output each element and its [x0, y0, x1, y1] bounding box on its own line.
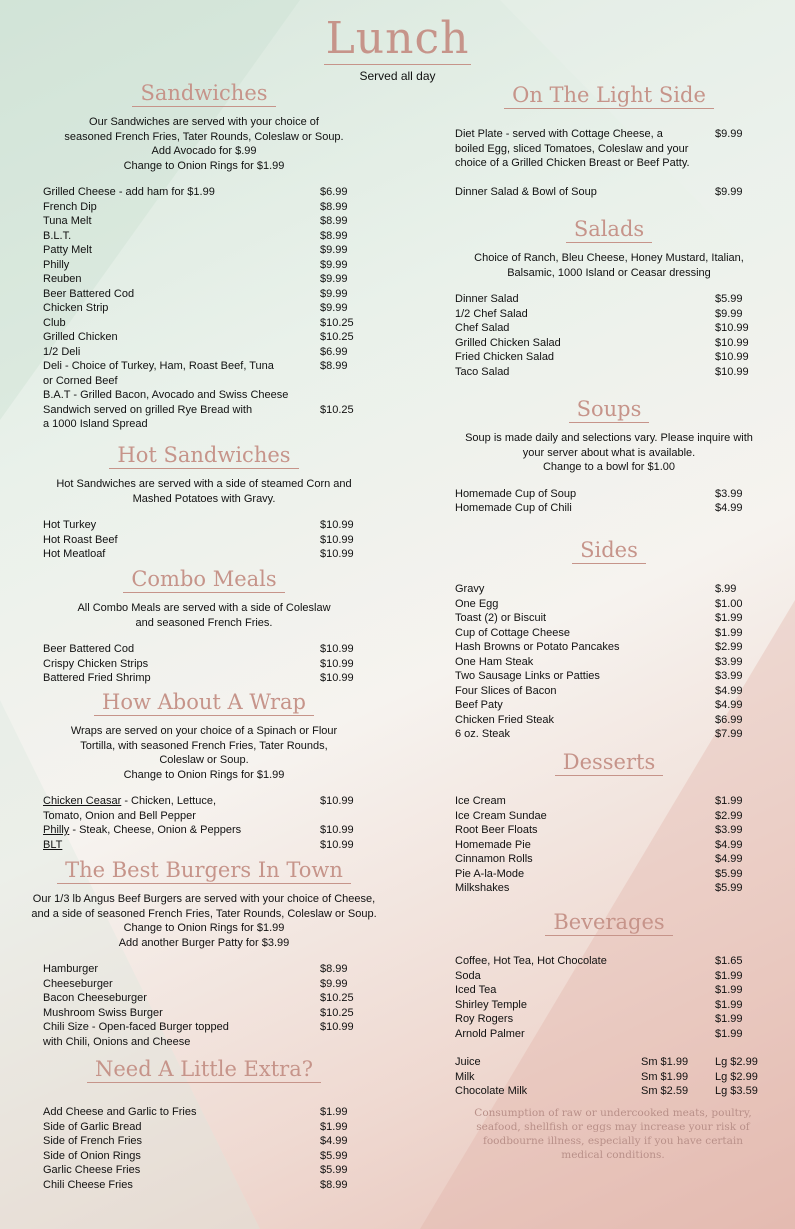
item-name: Side of Garlic Bread [43, 1120, 142, 1133]
section-heading: Sides [572, 537, 646, 564]
menu-item [18, 345, 390, 360]
item-price: $5.99 [715, 293, 743, 305]
menu-item [18, 214, 390, 229]
item-price: $1.99 [715, 984, 743, 996]
item-list [448, 582, 770, 742]
item-name: Beef Paty [455, 699, 503, 711]
item-name: Two Sausage Links or Patties [455, 670, 600, 682]
item-price: $9.99 [320, 244, 348, 256]
item-price: $10.25 [320, 331, 354, 343]
item-price: $10.99 [320, 519, 354, 531]
section-sandwiches [18, 80, 390, 432]
item-price: $1.99 [715, 1013, 743, 1025]
item-name: Beer Battered Cod [43, 287, 135, 300]
menu-item [448, 487, 770, 502]
item-price: $10.99 [320, 533, 354, 546]
item-price: $9.99 [715, 128, 743, 140]
item-price: $10.25 [320, 316, 354, 329]
section-description: Choice of Ranch, Bleu Cheese, Honey Mustard, Italian, Balsamic, 1000 Island or Ceasar dressing [474, 252, 744, 279]
menu-item [448, 838, 770, 853]
menu-item [448, 698, 770, 713]
item-name: Grilled Chicken [43, 331, 118, 343]
menu-item [18, 991, 390, 1006]
item-name: Ice Cream [455, 795, 506, 807]
item-name: 1/2 Deli [43, 345, 81, 358]
item-name: Root Beer Floats [455, 824, 538, 836]
item-name: Chili Cheese Fries [43, 1178, 133, 1191]
large-price: Lg $2.99 [715, 1070, 758, 1083]
item-name: Toast (2) or Biscuit [455, 612, 547, 624]
section-description: Our Sandwiches are served with your choice of seasoned French Fries, Tater Rounds, Coleslaw or Soup. Add Avocado for $.99 Change to Onion Rings for $1.99 [64, 116, 344, 172]
menu-item [18, 1134, 390, 1149]
menu-item [448, 669, 770, 684]
item-name: Dinner Salad & Bowl of Soup [455, 185, 597, 198]
menu-item [448, 983, 770, 998]
item-name [18, 794, 320, 823]
item-name: B.L.T. [43, 229, 72, 242]
section-heading: Sandwiches [132, 80, 275, 107]
menu-item [448, 292, 770, 307]
item-name: Philly [43, 258, 70, 271]
menu-item [18, 518, 390, 533]
item-price: $1.99 [715, 1027, 743, 1040]
item-price: $10.99 [715, 336, 749, 349]
menu-item [18, 671, 390, 686]
item-name: Garlic Cheese Fries [43, 1164, 141, 1176]
small-price: Sm $2.59 [641, 1085, 689, 1097]
item-price: $4.99 [320, 1135, 348, 1147]
item-name: Chili Size - Open-faced Burger topped with Chili, Onions and Cheese [43, 1021, 229, 1048]
section-heading: The Best Burgers In Town [57, 857, 351, 884]
section-heading: How About A Wrap [94, 689, 314, 716]
item-price: $10.99 [320, 657, 354, 670]
item-price: $10.25 [320, 992, 354, 1004]
menu-item [448, 969, 770, 984]
item-name: Hamburger [43, 963, 99, 975]
item-price: $3.99 [715, 670, 743, 682]
item-price: $8.99 [320, 200, 348, 213]
item-price: $8.99 [320, 360, 348, 372]
section-light-side [448, 82, 770, 199]
menu-item [448, 611, 770, 626]
menu-item [18, 229, 390, 244]
item-name: Beer Battered Cod [43, 643, 135, 655]
item-name-underlined: BLT [43, 838, 63, 851]
item-name: Milkshakes [455, 882, 510, 894]
item-name: 1/2 Chef Salad [455, 307, 528, 320]
item-name: Milk [455, 1070, 475, 1083]
item-name: Grilled Chicken Salad [455, 336, 561, 349]
item-price: $8.99 [320, 215, 348, 227]
item-name: Dinner Salad [455, 293, 519, 305]
menu-item [448, 127, 770, 171]
section-heading: Hot Sandwiches [109, 442, 298, 469]
menu-item [18, 330, 390, 345]
menu-item [18, 287, 390, 302]
section-desserts [448, 749, 770, 896]
item-price: $9.99 [320, 258, 348, 271]
item-name: Ice Cream Sundae [455, 809, 547, 822]
item-price: $1.99 [320, 1120, 348, 1133]
menu-item [18, 547, 390, 562]
section-heading: Need A Little Extra? [87, 1056, 321, 1083]
item-price: $10.99 [320, 548, 354, 560]
menu-item [18, 185, 390, 200]
menu-item [448, 365, 770, 380]
menu-item [18, 1105, 390, 1120]
menu-item [448, 727, 770, 742]
page-subtitle: Served all day [359, 69, 436, 83]
menu-item [18, 794, 390, 823]
item-name: Arnold Palmer [455, 1027, 525, 1040]
menu-item [18, 359, 390, 388]
menu-item [448, 1027, 770, 1042]
section-wraps [18, 689, 390, 852]
item-price: $3.99 [715, 487, 743, 500]
menu-item [18, 1149, 390, 1164]
item-price: $.99 [715, 583, 737, 595]
item-name: 6 oz. Steak [455, 728, 511, 740]
menu-item [18, 301, 390, 316]
item-price: $1.99 [715, 795, 743, 807]
item-price: $9.99 [320, 287, 348, 300]
menu-item [18, 962, 390, 977]
item-name: Bacon Cheeseburger [43, 992, 147, 1004]
sized-item-list [448, 1055, 770, 1099]
item-name: Deli - Choice of Turkey, Ham, Roast Beef, Tuna or Corned Beef [43, 360, 274, 387]
menu-item [448, 809, 770, 824]
section-soups [448, 396, 770, 516]
item-list [18, 642, 390, 686]
large-price: Lg $3.59 [715, 1085, 758, 1097]
menu-item [448, 684, 770, 699]
item-price: $9.99 [320, 302, 348, 314]
item-price: $10.25 [320, 403, 354, 416]
item-price: $10.99 [320, 643, 354, 655]
menu-item [18, 1020, 390, 1049]
item-price: $9.99 [715, 307, 743, 320]
item-name: Add Cheese and Garlic to Fries [43, 1106, 197, 1118]
item-name: Hot Meatloaf [43, 548, 106, 560]
item-price: $4.99 [715, 502, 743, 514]
item-price: $9.99 [320, 273, 348, 285]
section-heading: Beverages [545, 909, 672, 936]
menu-item [18, 533, 390, 548]
item-name: Patty Melt [43, 244, 92, 256]
item-name: Coffee, Hot Tea, Hot Chocolate [455, 955, 607, 967]
item-name: Homemade Pie [455, 838, 531, 851]
small-price: Sm $1.99 [641, 1056, 689, 1068]
item-name: Reuben [43, 273, 82, 285]
item-price: $10.99 [320, 1021, 354, 1033]
item-name: Chocolate Milk [455, 1085, 528, 1097]
item-name: Side of French Fries [43, 1135, 143, 1147]
sized-item [448, 1055, 770, 1070]
menu-item [448, 597, 770, 612]
item-price: $7.99 [715, 728, 743, 740]
item-list [448, 487, 770, 516]
item-price: $4.99 [715, 838, 743, 851]
item-name: Shirley Temple [455, 998, 527, 1011]
item-name: Cheeseburger [43, 977, 113, 990]
menu-item [448, 185, 770, 200]
small-price: Sm $1.99 [641, 1070, 689, 1083]
item-name: One Egg [455, 597, 499, 610]
item-name: Club [43, 316, 66, 329]
item-price: $3.99 [715, 824, 743, 836]
item-price: $5.99 [320, 1149, 348, 1162]
menu-item [448, 626, 770, 641]
section-hot-sandwiches [18, 442, 390, 562]
large-price: Lg $2.99 [715, 1056, 758, 1068]
menu-item [18, 1120, 390, 1135]
item-price: $1.99 [715, 612, 743, 624]
item-name: Grilled Cheese - add ham for $1.99 [43, 186, 215, 198]
item-name: Pie A-la-Mode [455, 867, 525, 880]
menu-item [18, 272, 390, 287]
section-description: Hot Sandwiches are served with a side of steamed Corn and Mashed Potatoes with Gravy. [56, 478, 352, 505]
menu-item [18, 1163, 390, 1178]
section-description: All Combo Meals are served with a side of Coleslaw and seasoned French Fries. [77, 602, 331, 629]
section-heading: On The Light Side [504, 82, 714, 109]
item-name: Hash Browns or Potato Pancakes [455, 641, 620, 653]
item-price: $1.99 [320, 1106, 348, 1118]
page-title: Lunch [325, 13, 470, 64]
menu-item [448, 350, 770, 365]
menu-item [448, 640, 770, 655]
item-name: Battered Fried Shrimp [43, 672, 151, 684]
food-safety-note: Consumption of raw or undercooked meats, poultry, seafood, shellfish or eggs may increase your risk of foodbourne illness, especially if you have certain medical conditions. [474, 1107, 752, 1161]
item-name: B.A.T - Grilled Bacon, Avocado and Swiss Cheese Sandwich served on grilled Rye Bread with a 1000 Island Spread [43, 389, 289, 430]
section-heading: Soups [569, 396, 650, 423]
item-name: Side of Onion Rings [43, 1149, 141, 1162]
item-name: Juice [455, 1056, 481, 1068]
item-price: $6.99 [715, 713, 743, 726]
item-name: Mushroom Swiss Burger [43, 1006, 163, 1019]
item-name: Gravy [455, 583, 485, 595]
item-name: Fried Chicken Salad [455, 351, 555, 363]
item-name: Iced Tea [455, 984, 497, 996]
menu-item [448, 582, 770, 597]
menu-item [448, 171, 770, 185]
item-name: Cup of Cottage Cheese [455, 626, 570, 639]
item-price: $4.99 [715, 853, 743, 865]
item-name: Tuna Melt [43, 215, 92, 227]
section-heading: Desserts [555, 749, 664, 776]
item-name: Roy Rogers [455, 1013, 514, 1025]
section-salads [448, 216, 770, 379]
item-name: Cinnamon Rolls [455, 853, 533, 865]
section-combo-meals [18, 566, 390, 686]
item-price: $3.99 [715, 655, 743, 668]
item-list [18, 794, 390, 852]
item-price: $8.99 [320, 1178, 348, 1191]
menu-item [448, 713, 770, 728]
menu-item [448, 794, 770, 809]
menu-item [448, 998, 770, 1013]
section-extras [18, 1056, 390, 1192]
section-sides [448, 537, 770, 742]
item-name: Diet Plate - served with Cottage Cheese, a boiled Egg, sliced Tomatoes, Coleslaw and your choice of a Grilled Chicken Breast or Beef Patty. [455, 128, 690, 169]
item-price: $10.99 [715, 365, 749, 378]
item-list [18, 962, 390, 1049]
item-name: Hot Turkey [43, 519, 97, 531]
item-price: $10.99 [320, 672, 354, 684]
menu-item [448, 823, 770, 838]
menu-item [18, 1006, 390, 1021]
section-beverages [448, 909, 770, 1099]
item-price: $1.99 [715, 626, 743, 639]
sized-item [448, 1084, 770, 1099]
item-price: $10.99 [320, 838, 354, 851]
section-description: Our 1/3 lb Angus Beef Burgers are served with your choice of Cheese, and a side of seasoned French Fries, Tater Rounds, Coleslaw or Soup. Change to Onion Rings for $1.99 Add another Burger Patty for $3.99 [31, 893, 377, 949]
item-list [448, 127, 770, 199]
item-name [18, 823, 320, 838]
section-burgers [18, 857, 390, 1049]
menu-item [18, 200, 390, 215]
item-name-underlined: Philly [43, 824, 70, 836]
item-name: Homemade Cup of Soup [455, 487, 577, 500]
menu-item [448, 321, 770, 336]
section-description: Soup is made daily and selections vary. Please inquire with your server about what is available. Change to a bowl for $1.00 [465, 432, 753, 473]
menu-item [448, 881, 770, 896]
item-list [18, 518, 390, 562]
item-list [448, 794, 770, 896]
item-price: $10.99 [320, 795, 354, 807]
item-price: $5.99 [320, 1164, 348, 1176]
menu-item [448, 867, 770, 882]
item-list [18, 185, 390, 432]
menu-item [18, 642, 390, 657]
menu-item [18, 657, 390, 672]
item-price: $10.99 [715, 351, 749, 363]
item-price: $4.99 [715, 699, 743, 711]
menu-item [18, 1178, 390, 1193]
item-name: Homemade Cup of Chili [455, 502, 572, 514]
item-name: Chicken Strip [43, 302, 109, 314]
item-name: Taco Salad [455, 365, 510, 378]
menu-title-block [0, 14, 795, 83]
item-price: $8.99 [320, 229, 348, 242]
item-name: Hot Roast Beef [43, 533, 118, 546]
item-list [18, 1105, 390, 1192]
menu-item [18, 838, 390, 853]
item-name [448, 171, 715, 185]
menu-item [448, 1012, 770, 1027]
menu-item [448, 954, 770, 969]
item-list [448, 292, 770, 379]
menu-item [448, 852, 770, 867]
menu-item [18, 316, 390, 331]
item-name: Soda [455, 969, 481, 982]
section-heading: Salads [566, 216, 652, 243]
item-price: $5.99 [715, 882, 743, 894]
item-price [715, 171, 770, 185]
item-name-underlined: Chicken Ceasar [43, 795, 122, 807]
menu-item [448, 307, 770, 322]
item-price: $1.99 [715, 969, 743, 982]
item-name: One Ham Steak [455, 655, 534, 668]
item-name: Crispy Chicken Strips [43, 657, 149, 670]
item-list [448, 954, 770, 1041]
item-name-detail: - Steak, Cheese, Onion & Peppers [69, 824, 242, 836]
item-name: Chef Salad [455, 322, 510, 334]
item-price: $2.99 [715, 641, 743, 653]
item-name-detail: - Chicken, Lettuce, Tomato, Onion and Bell Pepper [43, 795, 217, 822]
menu-item [18, 823, 390, 838]
item-name: Four Slices of Bacon [455, 684, 557, 697]
item-price: $10.25 [320, 1006, 354, 1019]
item-price: $6.99 [320, 345, 348, 358]
item-price: $10.99 [320, 824, 354, 836]
item-price: $10.99 [715, 322, 749, 334]
item-name: French Dip [43, 200, 97, 213]
menu-item [448, 655, 770, 670]
item-price: $1.00 [715, 597, 743, 610]
item-price: $1.99 [715, 998, 743, 1011]
item-price: $4.99 [715, 684, 743, 697]
item-price: $5.99 [715, 867, 743, 880]
item-price: $6.99 [320, 186, 348, 198]
section-description: Wraps are served on your choice of a Spinach or Flour Tortilla, with seasoned French Fries, Tater Rounds, Coleslaw or Soup. Change to Onion Rings for $1.99 [70, 725, 338, 781]
item-price: $8.99 [320, 963, 348, 975]
menu-item [18, 388, 390, 432]
item-name [18, 838, 320, 853]
item-price: $1.65 [715, 955, 743, 967]
item-price: $9.99 [715, 185, 743, 198]
menu-item [18, 243, 390, 258]
item-price: $9.99 [320, 977, 348, 990]
section-heading: Combo Meals [123, 566, 284, 593]
menu-item [18, 977, 390, 992]
sized-item [448, 1070, 770, 1085]
item-price: $2.99 [715, 809, 743, 822]
menu-item [18, 258, 390, 273]
item-name: Chicken Fried Steak [455, 713, 555, 726]
menu-item [448, 501, 770, 516]
menu-item [448, 336, 770, 351]
